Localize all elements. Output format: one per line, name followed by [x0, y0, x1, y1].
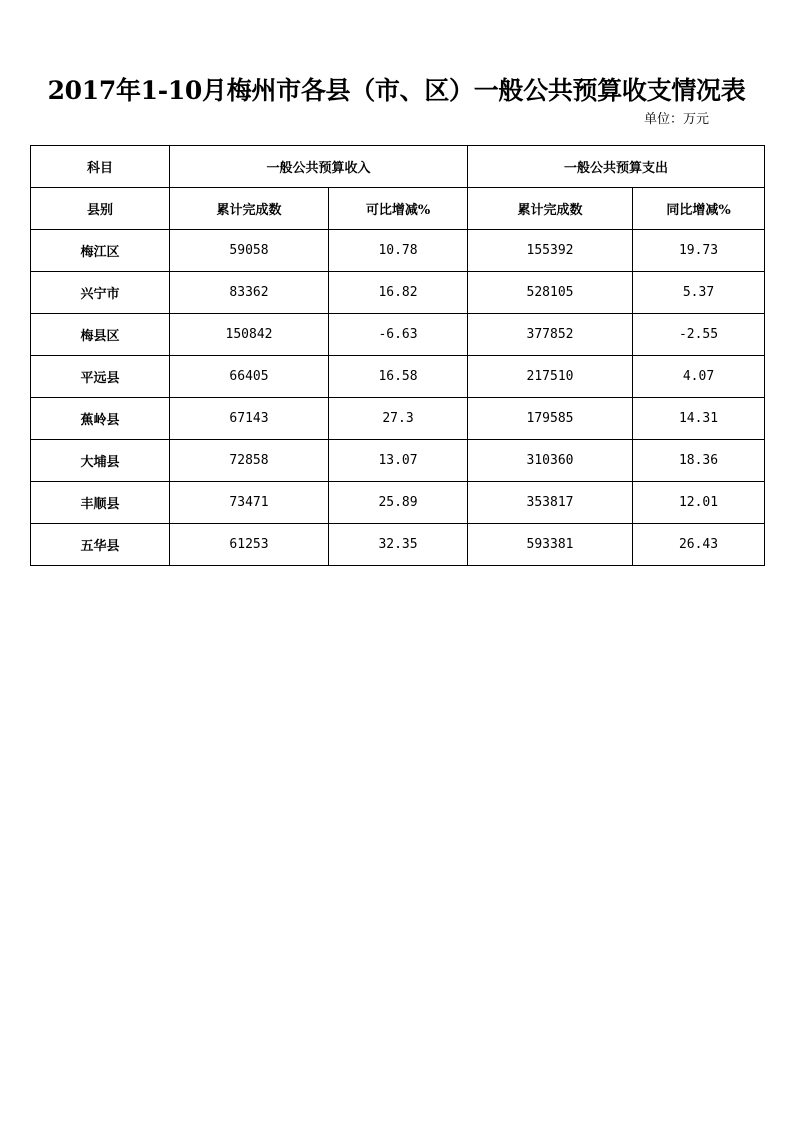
revenue-change-cell: 16.58 — [329, 356, 468, 398]
header-row-columns — [31, 188, 765, 230]
revenue-change-cell: 10.78 — [329, 230, 468, 272]
budget-table — [30, 145, 765, 566]
expenditure-cumulative-cell: 310360 — [468, 440, 633, 482]
county-name-cell: 丰顺县 — [31, 482, 170, 524]
header-revenue-cumulative: 累计完成数 — [170, 188, 329, 230]
expenditure-cumulative-cell: 155392 — [468, 230, 633, 272]
revenue-cumulative-cell: 150842 — [170, 314, 329, 356]
revenue-cumulative-cell: 61253 — [170, 524, 329, 566]
header-expenditure-change: 同比增减% — [633, 188, 765, 230]
table-row — [31, 440, 765, 482]
revenue-change-cell: 27.3 — [329, 398, 468, 440]
revenue-cumulative-cell: 67143 — [170, 398, 329, 440]
table-row — [31, 230, 765, 272]
expenditure-cumulative-cell: 353817 — [468, 482, 633, 524]
header-subject: 科目 — [31, 146, 170, 188]
table-row — [31, 356, 765, 398]
expenditure-cumulative-cell: 377852 — [468, 314, 633, 356]
expenditure-cumulative-cell: 217510 — [468, 356, 633, 398]
expenditure-change-cell: 26.43 — [633, 524, 765, 566]
header-revenue-change: 可比增减% — [329, 188, 468, 230]
header-expenditure-cumulative: 累计完成数 — [468, 188, 633, 230]
county-name-cell: 兴宁市 — [31, 272, 170, 314]
expenditure-change-cell: 18.36 — [633, 440, 765, 482]
revenue-change-cell: 13.07 — [329, 440, 468, 482]
expenditure-change-cell: 4.07 — [633, 356, 765, 398]
revenue-cumulative-cell: 59058 — [170, 230, 329, 272]
header-county: 县别 — [31, 188, 170, 230]
revenue-change-cell: 32.35 — [329, 524, 468, 566]
expenditure-change-cell: -2.55 — [633, 314, 765, 356]
expenditure-change-cell: 19.73 — [633, 230, 765, 272]
expenditure-cumulative-cell: 593381 — [468, 524, 633, 566]
revenue-cumulative-cell: 72858 — [170, 440, 329, 482]
revenue-change-cell: -6.63 — [329, 314, 468, 356]
header-revenue-group: 一般公共预算收入 — [170, 146, 468, 188]
table-row — [31, 482, 765, 524]
table-row — [31, 272, 765, 314]
expenditure-cumulative-cell: 179585 — [468, 398, 633, 440]
county-name-cell: 大埔县 — [31, 440, 170, 482]
county-name-cell: 平远县 — [31, 356, 170, 398]
header-row-group — [31, 146, 765, 188]
table-row — [31, 398, 765, 440]
revenue-cumulative-cell: 73471 — [170, 482, 329, 524]
table-body — [31, 146, 765, 566]
revenue-change-cell: 16.82 — [329, 272, 468, 314]
unit-label: 单位：万元 — [643, 112, 709, 127]
expenditure-cumulative-cell: 528105 — [468, 272, 633, 314]
county-name-cell: 梅江区 — [31, 230, 170, 272]
page-title: 2017年1-10月梅州市各县（市、区）一般公共预算收支情况表 — [47, 76, 746, 105]
expenditure-change-cell: 5.37 — [633, 272, 765, 314]
expenditure-change-cell: 14.31 — [633, 398, 765, 440]
revenue-cumulative-cell: 83362 — [170, 272, 329, 314]
revenue-cumulative-cell: 66405 — [170, 356, 329, 398]
table-row — [31, 524, 765, 566]
county-name-cell: 蕉岭县 — [31, 398, 170, 440]
revenue-change-cell: 25.89 — [329, 482, 468, 524]
header-expenditure-group: 一般公共预算支出 — [468, 146, 765, 188]
table-row — [31, 314, 765, 356]
county-name-cell: 五华县 — [31, 524, 170, 566]
county-name-cell: 梅县区 — [31, 314, 170, 356]
expenditure-change-cell: 12.01 — [633, 482, 765, 524]
